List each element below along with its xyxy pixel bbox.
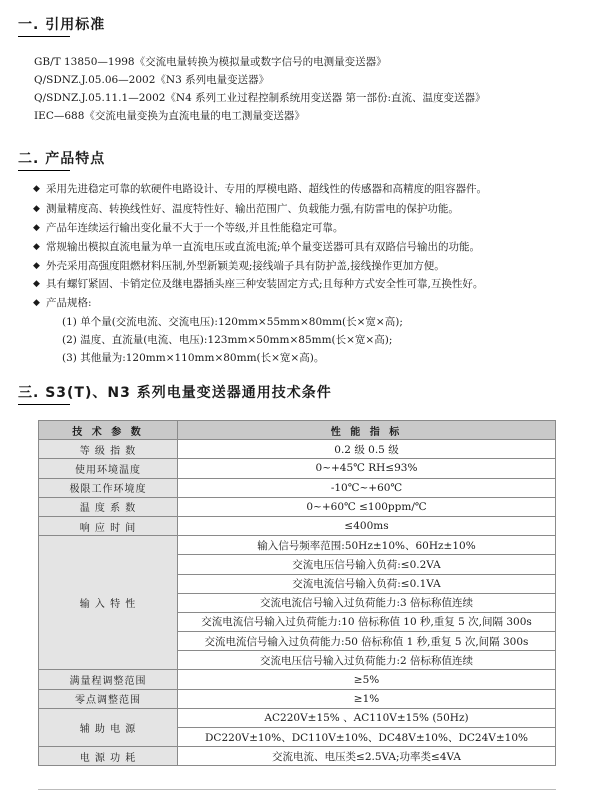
diamond-bullet-icon: ◆	[33, 184, 40, 194]
feature-item	[33, 278, 484, 291]
row-value: 交流电压信号输入负荷:≤0.2VA	[178, 555, 556, 574]
row-value: 交流电流、电压类≤2.5VA;功率类≤4VA	[178, 747, 556, 766]
table-row	[39, 708, 556, 727]
feature-text: 常规输出模拟直流电量为单一直流电压或直流电流;单个量变送器可具有双路信号输出的功能。	[46, 241, 481, 253]
spec-item: (2) 温度、直流量(电流、电压):123mm×50mm×85mm(长×宽×高);	[62, 334, 393, 346]
row-value: 0~+60℃ ≤100ppm/℃	[178, 497, 556, 516]
standard-item: GB/T 13850—1998《交流电量转换为模拟量或数字信号的电测量变送器》	[34, 56, 387, 68]
section-underline	[18, 36, 70, 37]
table-row	[39, 459, 556, 478]
row-value: 交流电流信号输入过负荷能力:10 倍标称值 10 秒,重复 5 次,间隔 300s	[178, 612, 556, 631]
row-label: 响 应 时 间	[39, 516, 178, 535]
feature-item	[33, 297, 92, 310]
row-value: -10℃~+60℃	[178, 478, 556, 497]
table-header-row	[39, 421, 556, 440]
feature-text: 测量精度高、转换线性好、温度特性好、输出范围广、负载能力强,有防雷电的保护功能。	[46, 203, 459, 215]
table-row	[39, 478, 556, 497]
row-value: DC220V±10%、DC110V±10%、DC48V±10%、DC24V±10%	[178, 728, 556, 747]
feature-text: 采用先进稳定可靠的软硬件电路设计、专用的厚模电路、超线性的传感器和高精度的阻容器件。	[46, 183, 487, 195]
diamond-bullet-icon: ◆	[33, 298, 40, 308]
row-label-aux-power: 辅 助 电 源	[39, 708, 178, 746]
feature-item	[33, 183, 487, 196]
feature-item	[33, 222, 344, 235]
feature-text: 外壳采用高强度阻燃材料压制,外型新颖美观;接线端子具有防护盖,接线操作更加方便。	[46, 260, 445, 272]
section-underline	[18, 404, 70, 405]
row-value: ≥1%	[178, 689, 556, 708]
row-label-input: 输 入 特 性	[39, 536, 178, 670]
diamond-bullet-icon: ◆	[33, 223, 40, 233]
feature-text: 具有螺钉紧固、卡销定位及继电器插头座三种安装固定方式;且每种方式安全性可靠,互换性好。	[46, 278, 484, 290]
section-title-specs: 三. S3(T)、N3 系列电量变送器通用技术条件	[18, 385, 332, 401]
row-value: 交流电流信号输入过负荷能力:3 倍标称值连续	[178, 593, 556, 612]
table-row	[39, 516, 556, 535]
row-value: 交流电压信号输入过负荷能力:2 倍标称值连续	[178, 651, 556, 670]
feature-text: 产品规格:	[46, 297, 92, 309]
standard-item: Q/SDNZ.J.05.11.1—2002《N4 系列工业过程控制系统用变送器 第一部份:直流、温度变送器》	[34, 92, 486, 104]
spec-table	[38, 420, 556, 766]
row-label: 等 级 指 数	[39, 440, 178, 459]
feature-item	[33, 203, 459, 216]
row-value: 0~+45℃ RH≤93%	[178, 459, 556, 478]
row-label: 极限工作环境度	[39, 478, 178, 497]
feature-item	[33, 241, 481, 254]
diamond-bullet-icon: ◆	[33, 242, 40, 252]
page-divider	[38, 789, 556, 790]
spec-item: (3) 其他量为:120mm×110mm×80mm(长×宽×高)。	[62, 352, 325, 364]
row-value: ≤400ms	[178, 516, 556, 535]
section-underline	[18, 170, 70, 171]
row-label: 零点调整范围	[39, 689, 178, 708]
section-title-standards: 一. 引用标准	[18, 17, 106, 33]
table-row	[39, 670, 556, 689]
row-value: 0.2 级 0.5 级	[178, 440, 556, 459]
standard-item: Q/SDNZ.J.05.06—2002《N3 系列电量变送器》	[34, 74, 270, 86]
table-header-param: 技 术 参 数	[39, 421, 178, 440]
table-row	[39, 497, 556, 516]
feature-item	[33, 260, 445, 273]
diamond-bullet-icon: ◆	[33, 204, 40, 214]
diamond-bullet-icon: ◆	[33, 279, 40, 289]
row-label: 使用环境温度	[39, 459, 178, 478]
spec-item: (1) 单个量(交流电流、交流电压):120mm×55mm×80mm(长×宽×高);	[62, 316, 403, 328]
row-value: AC220V±15% 、AC110V±15% (50Hz)	[178, 708, 556, 727]
row-label: 温 度 系 数	[39, 497, 178, 516]
table-row	[39, 440, 556, 459]
section-title-features: 二. 产品特点	[18, 151, 106, 167]
row-label: 电 源 功 耗	[39, 747, 178, 766]
row-value: 交流电流信号输入负荷:≤0.1VA	[178, 574, 556, 593]
table-row	[39, 747, 556, 766]
feature-text: 产品年连续运行输出变化量不大于一个等级,并且性能稳定可靠。	[46, 222, 344, 234]
table-row	[39, 689, 556, 708]
table-row	[39, 536, 556, 555]
table-header-value: 性 能 指 标	[178, 421, 556, 440]
row-value: 输入信号频率范围:50Hz±10%、60Hz±10%	[178, 536, 556, 555]
row-label: 满量程调整范围	[39, 670, 178, 689]
row-value: 交流电流信号输入过负荷能力:50 倍标称值 1 秒,重复 5 次,间隔 300s	[178, 632, 556, 651]
standard-item: IEC—688《交流电量变换为直流电量的电工测量变送器》	[34, 110, 305, 122]
diamond-bullet-icon: ◆	[33, 261, 40, 271]
row-value: ≥5%	[178, 670, 556, 689]
